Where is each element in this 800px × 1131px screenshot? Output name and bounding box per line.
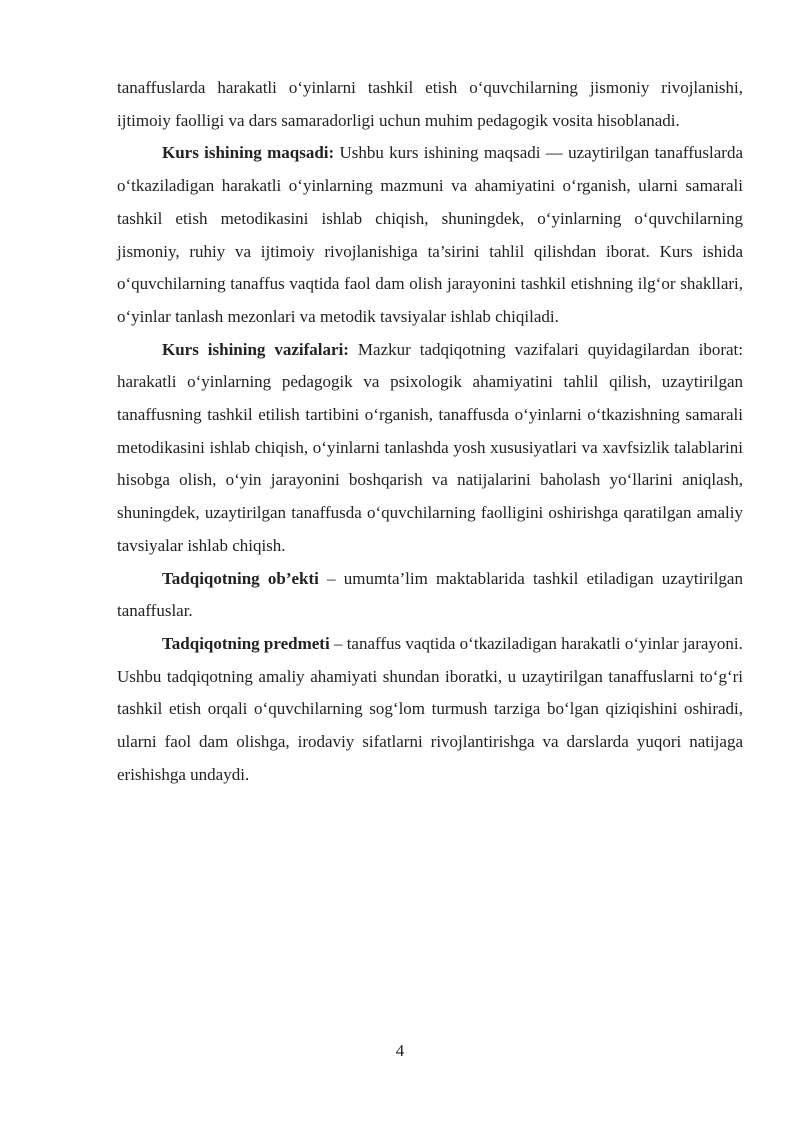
goal-paragraph bbox=[117, 137, 743, 333]
page-number: 4 bbox=[395, 1041, 405, 1060]
tasks-paragraph bbox=[117, 334, 743, 563]
goal-text: Ushbu kurs ishining maqsadi — uzaytirilgan tanaffuslarda o‘tkaziladigan harakatli o‘yinlarning mazmuni va ahamiyatini o‘rganish, ularni samarali tashkil etish metodikasini ishlab chiqish, shuningdek, o‘yinlarning o‘quvchilarning jismoniy, ruhiy va ijtimoiy rivojlanishiga ta’sirini tahlil qilishdan iborat. Kurs ishida o‘quvchilarning tanaffus vaqtida faol dam olish jarayonini tashkil etishning ilg‘or shakllari, o‘yinlar tanlash mezonlari va metodik tavsiyalar ishlab chiqiladi. bbox=[117, 143, 744, 326]
object-paragraph bbox=[117, 563, 743, 628]
subject-text: – tanaffus vaqtida o‘tkaziladigan harakatli o‘yinlar jarayoni. bbox=[329, 633, 743, 653]
object-heading: Tadqiqotning ob’ekti bbox=[162, 568, 319, 588]
significance-paragraph: Ushbu tadqiqotning amaliy ahamiyati shundan iboratki, u uzaytirilgan tanaffuslarni to‘g‘ri tashkil etish orqali o‘quvchilarning sog‘lom turmush tarziga bo‘lgan qiziqishini oshiradi, ularni faol dam olishga, irodaviy sifatlarni rivojlantirishga va darslarda yuqori natijaga erishishga undaydi. bbox=[117, 666, 743, 784]
object-text: – umumta’lim maktablarida tashkil etiladigan uzaytirilgan tanaffuslar. bbox=[117, 568, 743, 621]
document-page-body bbox=[117, 72, 743, 791]
tasks-text: Mazkur tadqiqotning vazifalari quyidagilardan iborat: harakatli o‘yinlarning pedagogik va psixologik ahamiyatini tahlil qilish, uzaytirilgan tanaffusning tashkil etilish tartibini o‘rganish, tanaffusda o‘yinlarni o‘tkazishning samarali metodikasini ishlab chiqish, o‘yinlarni tanlashda yosh xususiyatlari va xavfsizlik talablarini hisobga olish, o‘yin jarayonini boshqarish va natijalarini baholash yo‘llarini aniqlash, shuningdek, uzaytirilgan tanaffusda o‘quvchilarning faolligini oshirishga qaratilgan amaliy tavsiyalar ishlab chiqish. bbox=[117, 339, 744, 555]
goal-heading: Kurs ishining maqsadi: bbox=[162, 143, 335, 163]
subject-paragraph bbox=[117, 628, 743, 661]
tasks-heading: Kurs ishining vazifalari: bbox=[162, 339, 349, 359]
intro-paragraph: tanaffuslarda harakatli o‘yinlarni tashkil etish o‘quvchilarning jismoniy rivojlanishi, ijtimoiy faolligi va dars samaradorligi uchun muhim pedagogik vosita hisoblanadi. bbox=[117, 78, 743, 130]
subject-heading: Tadqiqotning predmeti bbox=[162, 633, 330, 653]
